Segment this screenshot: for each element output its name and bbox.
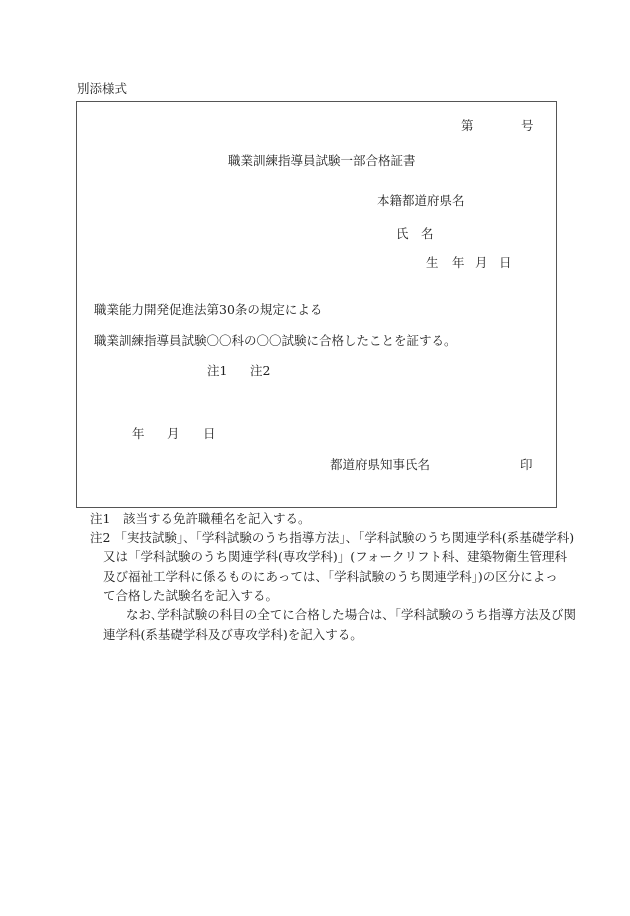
date-year: 年: [132, 426, 145, 441]
note-2-line: 連学科(系基礎学科及び専攻学科)を記入する。: [103, 627, 363, 642]
birth-sei: 生: [426, 255, 439, 270]
law-text: 職業能力開発促進法第30条の規定による: [94, 302, 323, 317]
note-2-line: なお､学科試験の科目の全てに合格した場合は、「学科試験のうち指導方法及び関: [126, 607, 577, 622]
date-month: 月: [167, 426, 180, 441]
note-2-line: 及び福祉工学科に係るものにあっては、「学科試験のうち関連学科」)の区分によっ: [103, 569, 558, 584]
note-1: 注1 該当する免許職種名を記入する。: [90, 511, 311, 526]
note-ref-2: 注2: [250, 363, 271, 378]
name-label: 氏 名: [396, 226, 434, 241]
note-2-line: て合格した試験名を記入する。: [103, 588, 279, 603]
seal-mark: 印: [520, 457, 533, 472]
date-day: 日: [203, 426, 216, 441]
birth-year: 年: [452, 255, 465, 270]
birth-month: 月: [475, 255, 488, 270]
number-prefix: 第: [461, 118, 474, 133]
note-2-line: 注2 「実技試験」、「学科試験のうち指導方法」、「学科試験のうち関連学科(系基礎学科): [90, 530, 575, 545]
certificate-title: 職業訓練指導員試験一部合格証書: [228, 153, 416, 168]
domicile-label: 本籍都道府県名: [377, 193, 465, 208]
governor-label: 都道府県知事氏名: [330, 457, 431, 472]
birth-day: 日: [499, 255, 512, 270]
note-2-line: 又は「学科試験のうち関連学科(専攻学科)」(フォークリフト科、建築物衛生管理科: [103, 549, 568, 564]
header-label: 別添様式: [77, 81, 128, 96]
number-suffix: 号: [521, 118, 534, 133]
note-ref-1: 注1: [207, 363, 228, 378]
pass-text: 職業訓練指導員試験〇〇科の〇〇試験に合格したことを証する。: [94, 333, 457, 348]
